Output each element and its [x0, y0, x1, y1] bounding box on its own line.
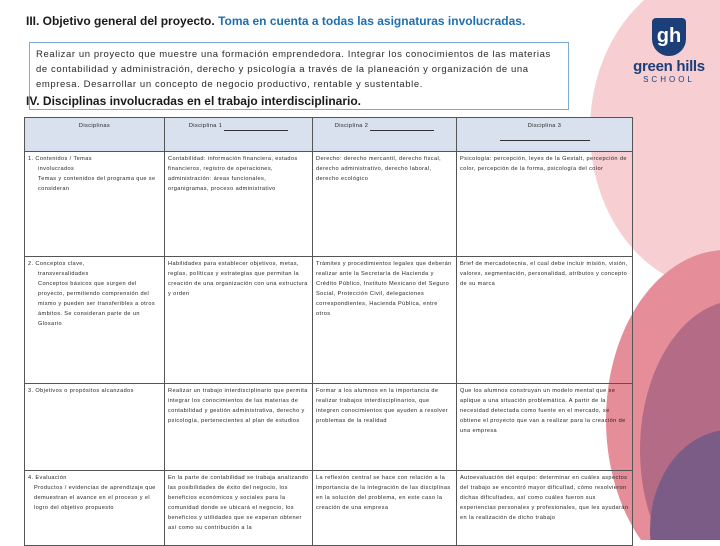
- table-row: [25, 257, 633, 384]
- section-3-title: III. Objetivo general del proyecto.: [26, 14, 215, 28]
- section-3-heading: [26, 14, 525, 28]
- header-disciplinas: Disciplinas: [25, 118, 165, 152]
- objective-textbox: Realizar un proyecto que muestre una formación emprendedora. Integrar los conocimientos de las materias de contabilidad y administración, derecho y psicología a través de la planeación y organización de una empresa. Desarrollar un concepto de negocio productivo, rentable y sustentable.: [29, 42, 569, 110]
- row-label: 4. Evaluación Productos / evidencias de aprendizaje que demuestran el avance en el proceso y el logro del objetivo propuesto: [25, 471, 165, 546]
- table-row: [25, 471, 633, 546]
- disciplines-table: [24, 117, 633, 546]
- table-cell: Trámites y procedimientos legales que deberán realizar ante la Secretaría de Hacienda y Crédito Público, Instituto Mexicano del Seguro Social, Protección Civil, delegaciones correspondientes, Hacienda Pública, entre otros: [313, 257, 457, 384]
- table-row: [25, 152, 633, 257]
- header-disciplina-1: Disciplina 1: [165, 118, 313, 152]
- row-label: 1. Contenidos / Temas involucrados Temas y contenidos del programa que se consideran: [25, 152, 165, 257]
- table-cell: Habilidades para establecer objetivos, metas, reglas, políticas y estrategias que permitan la creación de una organización con una estructura y orden: [165, 257, 313, 384]
- table-cell: Brief de mercadotecnia, el cual debe incluir misión, visión, valores, segmentación, personalidad, atributos y concepto de su marca: [457, 257, 633, 384]
- section-4-title: IV. Disciplinas involucradas en el trabajo interdisciplinario.: [26, 94, 361, 108]
- row-label: 2. Conceptos clave, transversalidades Conceptos básicos que surgen del proyecto, permitiendo comprensión del mismo y pueden ser transferibles a otros ámbitos. Se consideran parte de un Glosario: [25, 257, 165, 384]
- table-header-row: [25, 118, 633, 152]
- header-disciplina-2: Disciplina 2: [313, 118, 457, 152]
- table-cell: La reflexión central se hace con relación a la importancia de la integración de las disciplinas en la solución del problema, en este caso la creación de una empresa: [313, 471, 457, 546]
- logo-badge: gh: [652, 18, 686, 56]
- table-cell: Derecho: derecho mercantil, derecho fiscal, derecho administrativo, derecho laboral, derecho ecológico: [313, 152, 457, 257]
- logo-brand: green hills: [633, 58, 705, 75]
- table-cell: En la parte de contabilidad se trabaja analizando las posibilidades de éxito del negocio, los beneficios económicos y sociales para la comunidad donde se ubicará el negocio, los beneficios y utilidades que se esperan obtener así como su contribución a la: [165, 471, 313, 546]
- table-cell: Que los alumnos construyan un modelo mental que se aplique a una situación problemática. A partir de la necesidad detectada como fuente en el mercado, se obtiene el proyecto que van a realizar para la creación de una empresa: [457, 384, 633, 471]
- row-label: 3. Objetivos o propósitos alcanzados: [25, 384, 165, 471]
- table-cell: Autoevaluación del equipo: determinar en cuáles aspectos del trabajo se encontró mayor dificultad, cómo resolvieron dichas dificultades, así como cuáles fueron sus experiencias personales y profesionales, que les ayudarán en la realización de dicho trabajo: [457, 471, 633, 546]
- logo-school: SCHOOL: [643, 75, 695, 84]
- table-row: [25, 384, 633, 471]
- table-cell: Psicología: percepción, leyes de la Gestalt, percepción de color, percepción de la forma, psicología del color: [457, 152, 633, 257]
- school-logo: [628, 18, 710, 90]
- section-3-subtitle: Toma en cuenta a todas las asignaturas involucradas.: [218, 14, 526, 28]
- table-cell: Contabilidad: información financiera, estados financieros, registro de operaciones, administración: áreas funcionales, organigramas, proceso administrativo: [165, 152, 313, 257]
- table-cell: Realizar un trabajo interdisciplinario que permita integrar los conocimientos de las materias de contabilidad y gestión administrativa, derecho y psicología, pertenecientes al plan de estudios: [165, 384, 313, 471]
- table-cell: Formar a los alumnos en la importancia de realizar trabajos interdisciplinarios, que integren conocimientos que ayuden a resolver problemas de la realidad: [313, 384, 457, 471]
- header-disciplina-3: Disciplina 3: [457, 118, 633, 152]
